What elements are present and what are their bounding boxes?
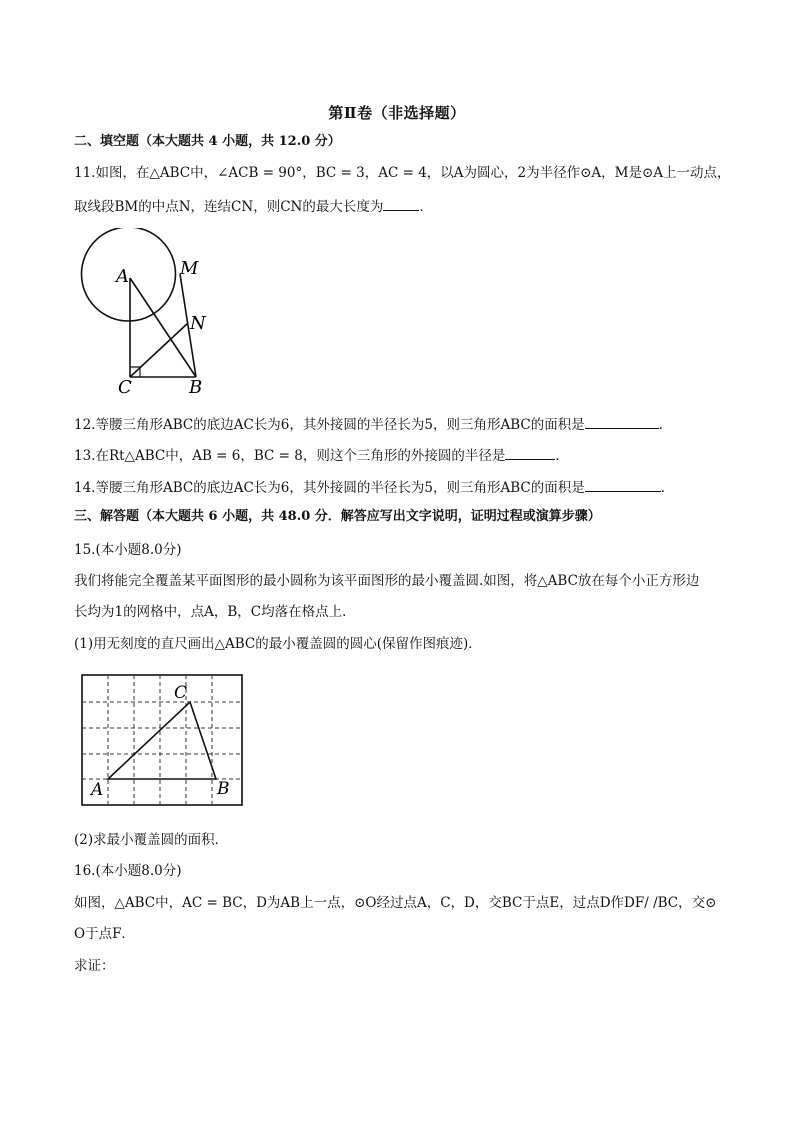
q12-line: [74, 414, 734, 435]
section-answer-heading: 三、解答题（本大题共 6 小题，共 48.0 分．解答应写出文字说明，证明过程或演算步骤）: [74, 509, 601, 524]
q16-line1: 如图，△ABC中，AC = BC，D为AB上一点，⊙O经过点A，C，D，交BC于点E，过点D作DF/ /BC，交⊙: [74, 895, 717, 911]
segment-ab: [130, 278, 196, 377]
q11-end: ．: [419, 199, 433, 215]
q11-answer-blank[interactable]: [383, 196, 419, 211]
q16-line2: O于点F．: [74, 926, 135, 942]
q14-text: 14.等腰三角形ABC的底边AC长为6，其外接圆的半径长为5，则三角形ABC的面积是: [74, 480, 585, 496]
q16-header: 16.(本小题8.0分): [74, 863, 182, 879]
q15-line1: 我们将能完全覆盖某平面图形的最小圆称为该平面图形的最小覆盖圆.如图，将△ABC放在每个小正方形边: [74, 573, 700, 589]
q15-grid-figure: [80, 672, 250, 812]
q16-line3: 求证：: [74, 958, 115, 974]
q11-figure: [76, 228, 226, 398]
label-a: A: [116, 266, 129, 287]
q13-answer-blank[interactable]: [505, 445, 555, 460]
q14-line: [74, 477, 734, 498]
label-b: B: [189, 377, 203, 398]
page-title: 第Ⅱ卷（非选择题）: [328, 104, 466, 122]
segment-cn: [130, 323, 188, 377]
q11-text: 取线段BM的中点N，连结CN，则CN的最大长度为: [74, 199, 384, 215]
label-c: C: [118, 377, 132, 398]
label-a: A: [91, 780, 104, 800]
label-c: C: [174, 683, 188, 703]
q15-part1: (1)用无刻度的直尺画出△ABC的最小覆盖圆的圆心(保留作图痕迹)．: [74, 636, 482, 652]
q13-text: 13.在Rt△ABC中，AB = 6，BC = 8，则这个三角形的外接圆的半径是: [74, 448, 506, 464]
q13-line: [74, 445, 734, 466]
q12-text: 12.等腰三角形ABC的底边AC长为6，其外接圆的半径长为5，则三角形ABC的面积是: [74, 417, 585, 433]
q13-end: ．: [555, 448, 569, 464]
q12-end: ．: [658, 417, 673, 433]
q15-header: 15.(本小题8.0分): [74, 542, 182, 558]
q11-line1: 11.如图，在△ABC中，∠ACB = 90°，BC = 3，AC = 4，以A为圆心，2为半径作⊙A，M是⊙A上一动点，: [74, 165, 731, 181]
label-n: N: [190, 313, 206, 334]
q15-part2: (2)求最小覆盖圆的面积．: [74, 832, 229, 848]
triangle-abc: [108, 702, 216, 779]
q12-answer-blank[interactable]: [585, 414, 659, 429]
q11-line2: [74, 196, 734, 217]
q15-line2: 长均为1的网格中，点A，B，C均落在格点上．: [74, 604, 356, 620]
label-m: M: [180, 258, 199, 279]
section-fill-in-heading: 二、填空题（本大题共 4 小题，共 12.0 分）: [74, 134, 341, 149]
q14-end: ．: [660, 480, 675, 496]
label-b: B: [217, 779, 230, 799]
q14-answer-blank[interactable]: [585, 477, 661, 492]
